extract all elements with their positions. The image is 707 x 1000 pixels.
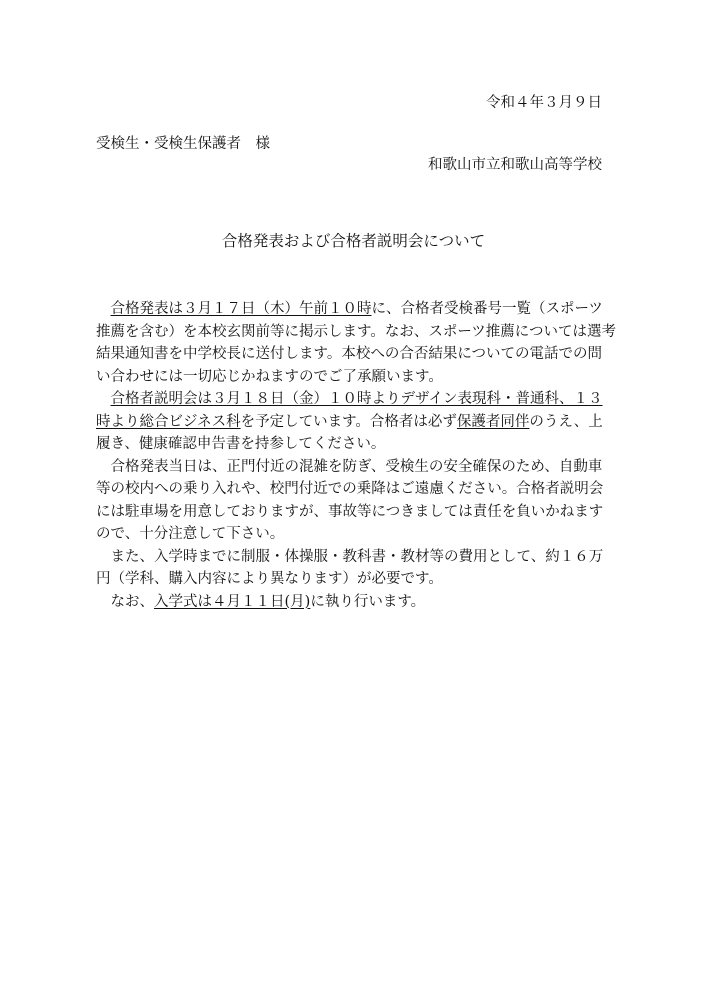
guardian-required: 保護者同伴 — [456, 413, 530, 430]
document-body — [96, 298, 616, 613]
briefing-text-1: を予定しています。合格者は必ず — [240, 413, 457, 430]
announcement-datetime: 合格発表は３月１７日（木）午前１０時 — [110, 301, 372, 317]
paragraph-ceremony — [96, 591, 616, 614]
paragraph-briefing — [96, 388, 616, 456]
ceremony-text-1: なお、 — [110, 593, 154, 610]
costs-text: また、入学時までに制服・体操服・教科書・教材等の費用として、約１６万円（学科、購入内容により異なります）が必要です。 — [96, 548, 604, 587]
document-title: 合格発表および合格者説明会について — [221, 232, 486, 250]
ceremony-date: 入学式は４月１１日(月) — [154, 593, 311, 610]
paragraph-parking — [96, 456, 616, 546]
paragraph-costs — [96, 546, 616, 591]
briefing-text-2: のうえ、上履き、健康確認申告書を持参してください。 — [96, 413, 603, 452]
document-date: 令和４年３月９日 — [486, 95, 602, 111]
paragraph-announcement — [96, 298, 616, 388]
parking-text: 合格発表当日は、正門付近の混雑を防ぎ、受検生の安全確保のため、自動車等の校内への乗り入れや、校門付近での乗降はご遠慮ください。合格者説明会には駐車場を用意しておりますが、事故等につきましては責任を負いかねますので、十分注意して下さい。 — [96, 458, 604, 542]
briefing-schedule: 合格者説明会は３月１８日（金）１０時よりデザイン表現科・普通科、１３時より総合ビジネス科 — [96, 391, 603, 430]
announcement-details: に、合格者受検番号一覧（スポーツ推薦を含む）を本校玄関前等に掲示します。なお、スポーツ推薦については選考結果通知書を中学校長に送付します。本校への合否結果についての電話での問い合わせには一切応じかねますのでご了承願います。 — [96, 301, 616, 385]
recipient-line: 受検生・受検生保護者 様 — [96, 136, 270, 152]
sender-school-name: 和歌山市立和歌山高等学校 — [428, 157, 602, 173]
ceremony-text-2: に執り行います。 — [310, 593, 426, 610]
